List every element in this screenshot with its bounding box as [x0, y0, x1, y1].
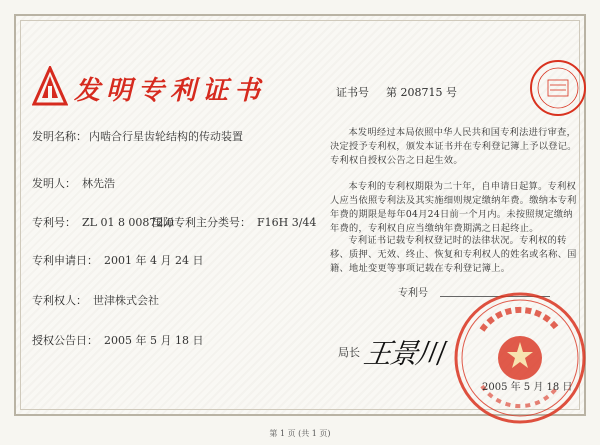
director-signature: 王景川 — [361, 337, 445, 370]
invention-name-label: 发明名称： — [32, 130, 87, 143]
filing-date-value: 2001 年 4 月 24 日 — [104, 254, 204, 267]
body-paragraph-2: 本专利的专利权期限为二十年，自申请日起算。专利权人应当依照专利法及其实施细则规定缴纳年费。缴纳本专利年费的期限是每年04月24日前一个月内。未按照规定缴纳年费的，专利权自应当缴纳年费期满之日起终止。 — [330, 181, 577, 234]
patent-office-logo-icon — [32, 66, 68, 106]
filing-date-label: 专利申请日： — [32, 254, 98, 267]
ipc-label: 国际专利主分类号： — [152, 216, 251, 229]
patent-number-label: 专利号： — [32, 216, 76, 229]
patentee-label: 专利权人： — [32, 294, 87, 307]
patent-number-sign-label: 专利号 — [398, 288, 428, 299]
inventor-label: 发明人： — [32, 177, 76, 190]
patentee-row — [32, 292, 159, 308]
ipc-value: F16H 3/44 — [257, 216, 317, 229]
certificate-title: 发明专利证书 — [74, 76, 267, 106]
certificate-number: 第 208715 号 — [386, 86, 457, 99]
grant-date-label: 授权公告日： — [32, 334, 98, 347]
patent-number-value: ZL 01 8 00872.0 — [82, 216, 174, 229]
inventor-row — [32, 175, 115, 191]
filing-date-row — [32, 252, 203, 268]
certificate-number-label: 证书号 — [336, 86, 369, 99]
invention-name-value: 内啮合行星齿轮结构的传动装置 — [89, 130, 243, 143]
ipc-row — [152, 214, 316, 230]
body-paragraph-3: 专利证书记载专利权登记时的法律状况。专利权的转移、质押、无效、终止、恢复和专利权人的姓名或名称、国籍、地址变更等事项记载在专利登记簿上。 — [330, 235, 577, 274]
inventor-value: 林先浩 — [82, 177, 115, 190]
patentee-value: 世津株式会社 — [93, 294, 159, 307]
director-label: 局长 — [338, 346, 360, 359]
body-paragraph-1: 本发明经过本局依照中华人民共和国专利法进行审查，决定授予专利权，颁发本证书并在专利登记簿上予以登记。专利权自授权公告之日起生效。 — [330, 127, 577, 166]
invention-name-row — [32, 128, 243, 144]
national-emblem-seal-icon — [452, 290, 588, 426]
grant-date-value: 2005 年 5 月 18 日 — [104, 334, 204, 347]
grant-date-row — [32, 332, 203, 348]
seal-date: 2005 年 5 月 18 日 — [482, 382, 573, 393]
page-footer: 第 1 页 (共 1 页) — [269, 429, 331, 438]
patent-seal-icon — [528, 58, 588, 118]
